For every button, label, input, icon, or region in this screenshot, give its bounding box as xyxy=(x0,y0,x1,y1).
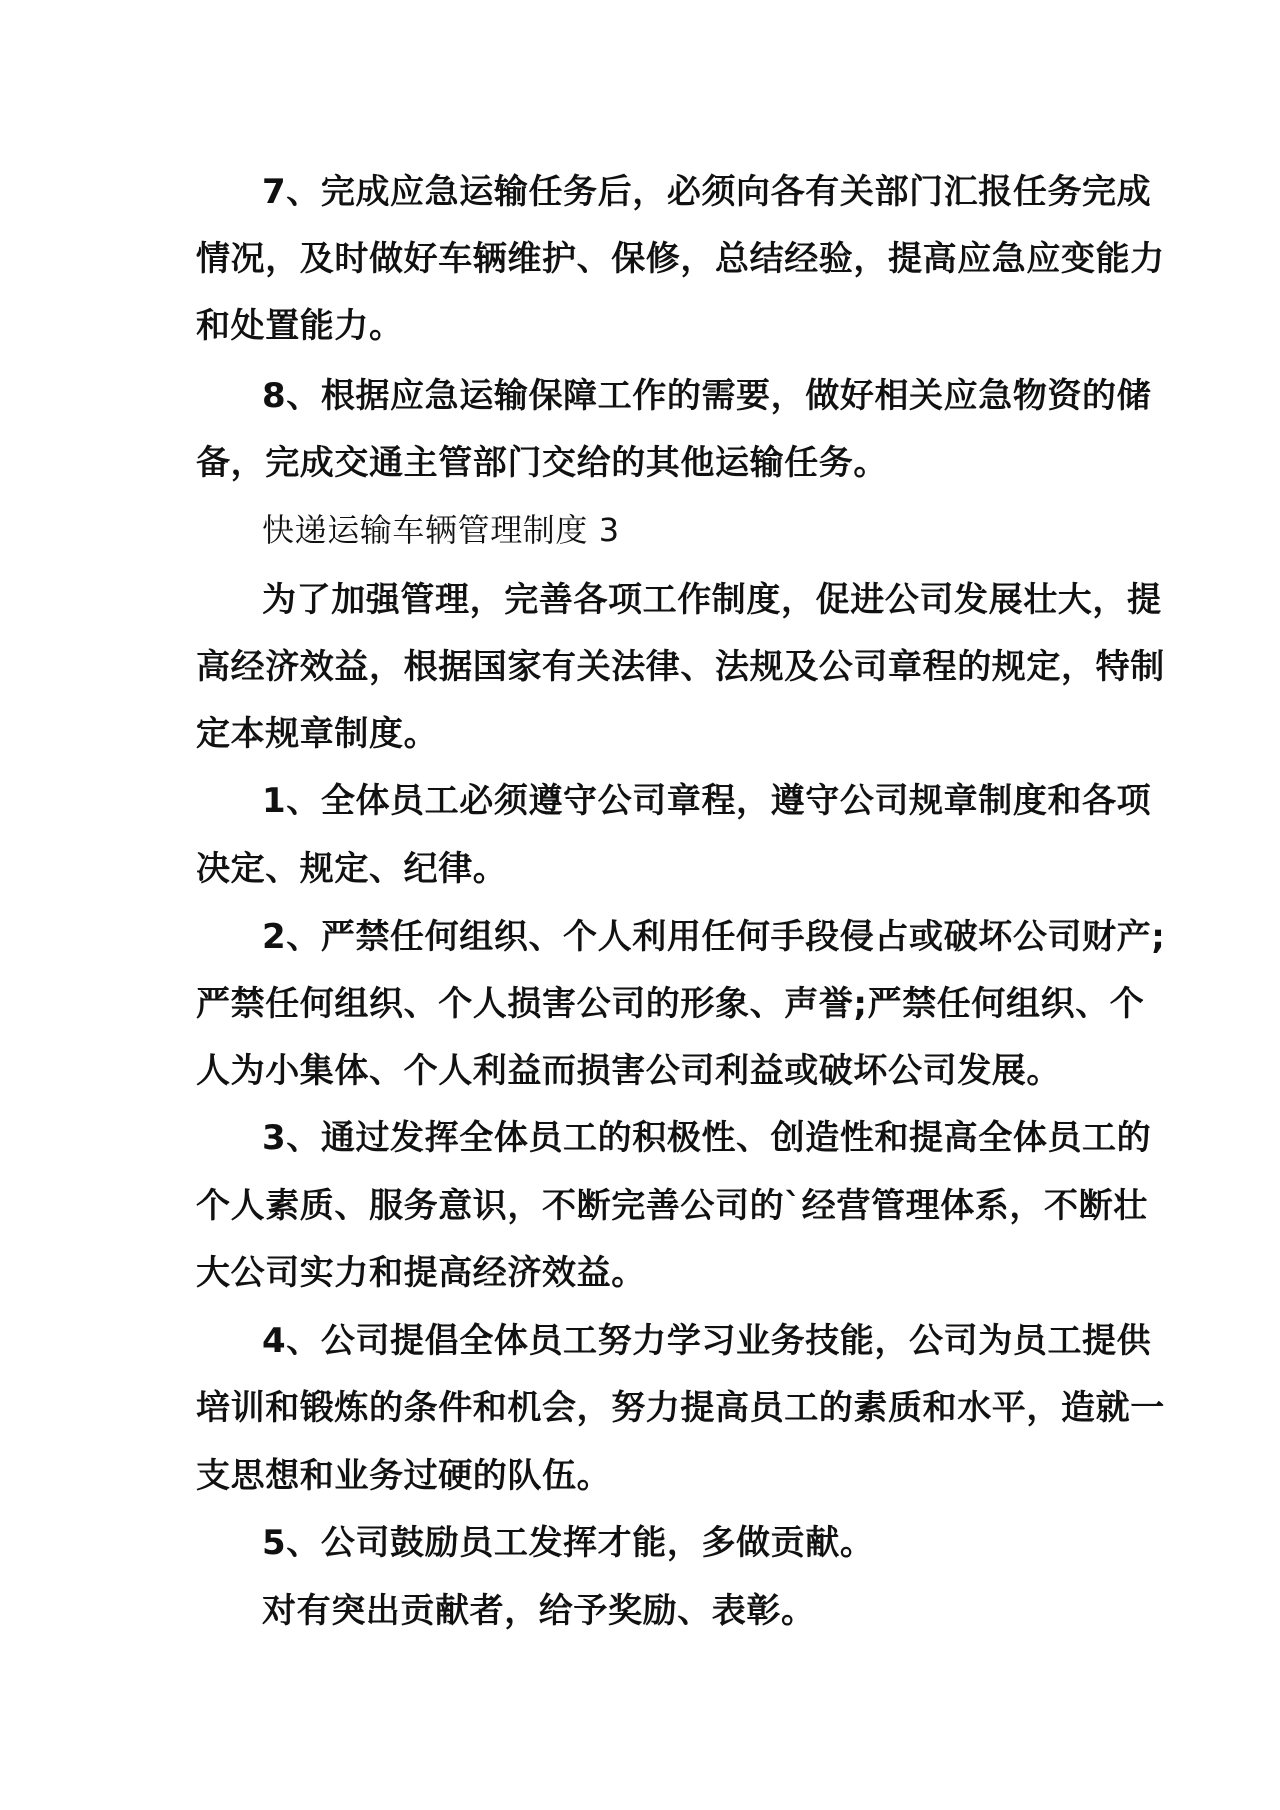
paragraph-line: 情况，及时做好车辆维护、保修，总结经验，提高应急应变能力 xyxy=(196,239,1165,279)
paragraph-line: 5、公司鼓励员工发挥才能，多做贡献。 xyxy=(262,1523,875,1563)
paragraph-line: 备，完成交通主管部门交给的其他运输任务。 xyxy=(196,443,888,483)
paragraph-line: 7、完成应急运输任务后，必须向各有关部门汇报任务完成 xyxy=(262,172,1152,212)
paragraph-line: 个人素质、服务意识，不断完善公司的`经营管理体系，不断壮 xyxy=(196,1186,1148,1226)
paragraph-line: 和处置能力。 xyxy=(196,306,404,346)
paragraph-line: 严禁任何组织、个人损害公司的形象、声誉;严禁任何组织、个 xyxy=(196,984,1145,1024)
paragraph-line: 人为小集体、个人利益而损害公司利益或破坏公司发展。 xyxy=(196,1051,1061,1091)
paragraph-line: 4、公司提倡全体员工努力学习业务技能，公司为员工提供 xyxy=(262,1321,1152,1361)
section-title: 快递运输车辆管理制度 3 xyxy=(262,511,620,549)
paragraph-line: 8、根据应急运输保障工作的需要，做好相关应急物资的储 xyxy=(262,376,1152,416)
paragraph-line: 2、严禁任何组织、个人利用任何手段侵占或破坏公司财产; xyxy=(262,917,1166,957)
paragraph-line: 支思想和业务过硬的队伍。 xyxy=(196,1456,612,1496)
paragraph-line: 1、全体员工必须遵守公司章程，遵守公司规章制度和各项 xyxy=(262,781,1152,821)
paragraph-line: 高经济效益，根据国家有关法律、法规及公司章程的规定，特制 xyxy=(196,647,1165,687)
paragraph-line: 大公司实力和提高经济效益。 xyxy=(196,1253,646,1293)
paragraph-line: 培训和锻炼的条件和机会，努力提高员工的素质和水平，造就一 xyxy=(196,1388,1165,1428)
paragraph-line: 对有突出贡献者，给予奖励、表彰。 xyxy=(262,1591,816,1631)
paragraph-line: 为了加强管理，完善各项工作制度，促进公司发展壮大，提 xyxy=(262,580,1162,620)
paragraph-line: 3、通过发挥全体员工的积极性、创造性和提高全体员工的 xyxy=(262,1118,1152,1158)
paragraph-line: 定本规章制度。 xyxy=(196,714,439,754)
paragraph-line: 决定、规定、纪律。 xyxy=(196,849,508,889)
